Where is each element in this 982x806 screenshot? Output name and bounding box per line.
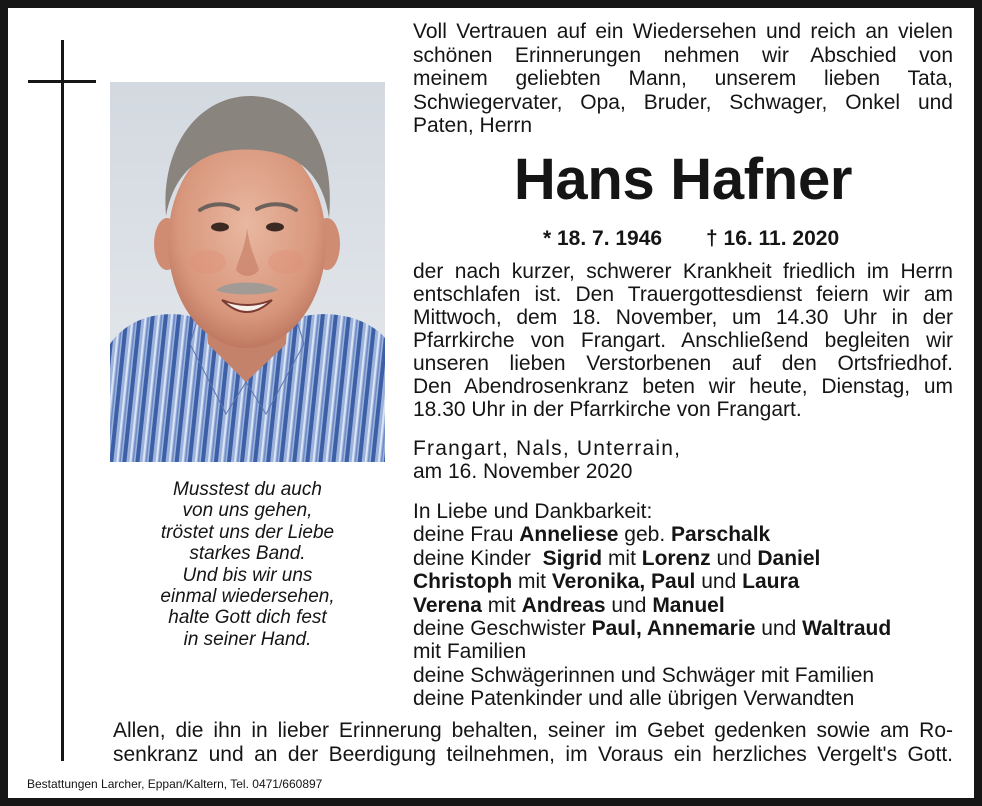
funeral-home-credit: Bestattungen Larcher, Eppan/Kaltern, Tel. 0471/660897 — [27, 777, 323, 791]
intro-line: Paten, Herrn — [413, 114, 533, 137]
mourner-text: deine Geschwister — [413, 617, 592, 641]
mourner-name: Parschalk — [671, 523, 771, 547]
intro-line: Voll Vertrauen auf ein Wiedersehen und reich an vielen — [413, 20, 953, 43]
service-line: unseren lieben Verstorbenen auf den Ortsfriedhof. — [413, 352, 953, 375]
mourners-line — [413, 617, 953, 640]
mourner-text: mit — [602, 546, 642, 570]
mourner-name: Waltraud — [802, 617, 892, 641]
service-paragraph — [413, 260, 953, 421]
portrait-photo — [110, 82, 385, 462]
service-line: Mittwoch, dem 18. November, um 14.30 Uhr in der — [413, 306, 953, 329]
death-date: † 16. 11. 2020 — [706, 227, 840, 250]
mourner-name: Paul, Annemarie — [591, 617, 756, 641]
place-line: Frangart, Nals, Unterrain, — [413, 437, 682, 460]
mourner-name: Laura — [742, 570, 800, 594]
mourner-text: und — [710, 546, 758, 570]
mourner-name: Sigrid — [542, 546, 603, 570]
intro-line: schönen Erinnerungen nehmen wir Abschied von — [413, 43, 953, 67]
deceased-name: Hans Hafner — [513, 147, 853, 212]
mourner-text: mit — [481, 593, 522, 617]
mourner-text: geb. — [618, 523, 671, 547]
mourners-line — [413, 687, 953, 710]
thanks-paragraph — [113, 719, 953, 767]
mourner-name: Lorenz — [641, 546, 711, 570]
mourner-name: Manuel — [652, 593, 725, 617]
mourner-name: Daniel — [757, 546, 821, 570]
mourner-text: und — [605, 593, 653, 617]
mourners-line — [413, 594, 953, 617]
mourners-line — [413, 547, 953, 570]
mourners-line — [413, 640, 953, 663]
date-line: am 16. November 2020 — [413, 460, 633, 484]
service-line: der nach kurzer, schwerer Krankheit friedlich im Herrn — [413, 260, 953, 283]
birth-date: * 18. 7. 1946 — [543, 227, 663, 250]
poem-line: starkes Band. — [189, 543, 306, 565]
mourner-name: Andreas — [521, 593, 606, 617]
poem-line: einmal wiedersehen, — [160, 586, 335, 608]
mourner-text: mit Familien — [413, 640, 527, 664]
service-line: Pfarrkirche von Frangart. Anschließend begleiten wir — [413, 329, 953, 352]
mourner-text: mit — [512, 570, 552, 594]
mourner-name: Christoph — [413, 570, 513, 594]
mourners-line — [413, 523, 953, 546]
service-line: 18.30 Uhr in der Pfarrkirche von Frangart. — [413, 398, 802, 421]
mourners-line — [413, 570, 953, 593]
poem-line: Und bis wir uns — [182, 564, 313, 586]
thanks-line: Allen, die ihn in lieber Erinnerung behalten, seiner im Gebet gedenken sowie am Ro- — [113, 719, 953, 742]
intro-paragraph — [413, 20, 953, 138]
poem-line: halte Gott dich fest — [168, 607, 327, 629]
intro-line: Schwiegervater, Opa, Bruder, Schwager, Onkel und — [413, 90, 953, 114]
mourners-list — [413, 500, 953, 711]
service-line: Den Abendrosenkranz beten wir heute, Dienstag, um — [413, 375, 953, 398]
mourner-name: Verena — [413, 593, 482, 617]
thanks-line: senkranz und an der Beerdigung teilnehmen, im Voraus ein herzliches Vergelt's Gott. — [113, 743, 953, 766]
mourner-name: Veronika, Paul — [551, 570, 696, 594]
intro-line: meinem geliebten Mann, unserem lieben Tata, — [413, 67, 953, 90]
place-and-date — [413, 437, 953, 484]
mourner-text: deine Kinder — [413, 546, 543, 570]
mourner-text: deine Patenkinder und alle übrigen Verwandten — [413, 687, 855, 711]
mourner-text: deine Schwägerinnen und Schwäger mit Familien — [413, 663, 875, 687]
service-line: entschlafen ist. Den Trauergottesdienst feiern wir am — [413, 283, 953, 306]
cross-vertical-bar — [61, 40, 64, 761]
mourner-name: Anneliese — [519, 523, 619, 547]
mourners-heading: In Liebe und Dankbarkeit: — [413, 500, 653, 523]
poem-line: Musstest du auch — [173, 479, 322, 500]
mourner-text: deine Frau — [413, 523, 520, 547]
poem-line: tröstet uns der Liebe — [160, 521, 335, 543]
poem-line: von uns gehen, — [182, 500, 313, 522]
poem-line: in seiner Hand. — [183, 628, 312, 650]
memorial-poem — [110, 479, 385, 650]
mourner-text: und — [755, 617, 803, 641]
mourners-line — [413, 664, 953, 687]
cross-horizontal-bar — [28, 80, 96, 83]
mourner-text: und — [695, 570, 743, 594]
